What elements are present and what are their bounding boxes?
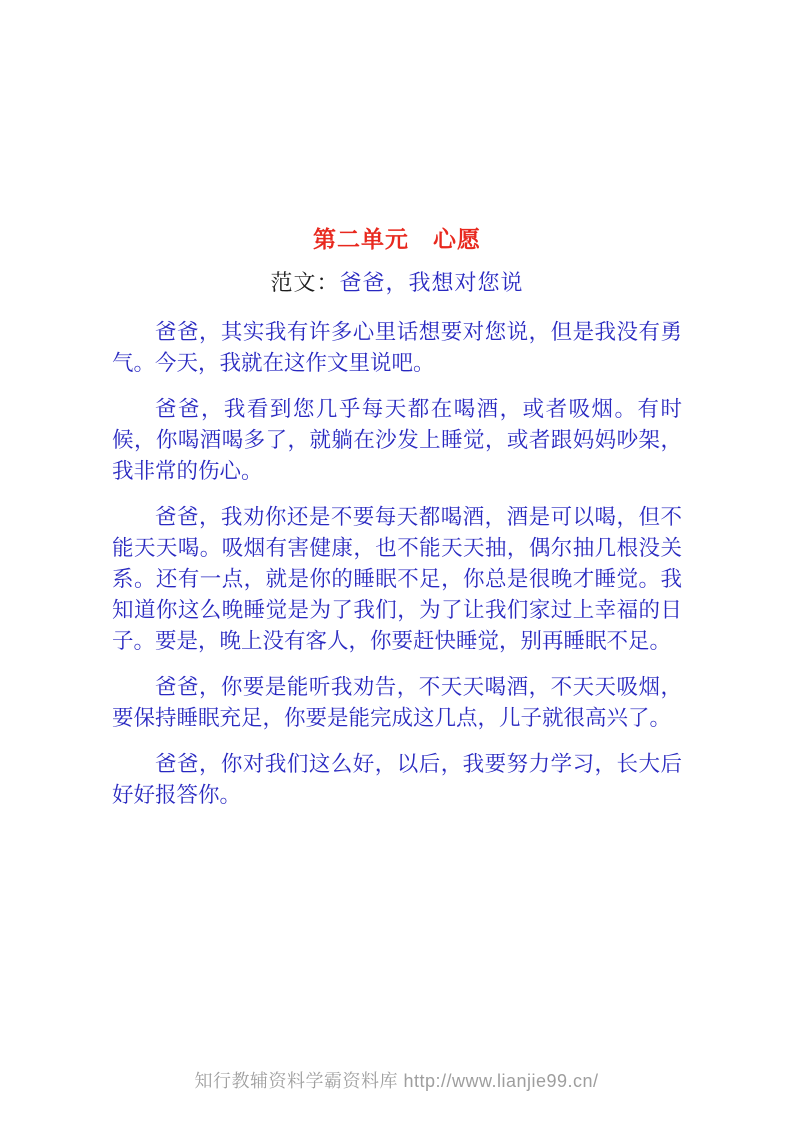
essay-title: 爸爸，我想对您说 xyxy=(339,270,524,295)
subtitle-label: 范文： xyxy=(270,270,340,295)
essay-paragraph-1: 爸爸，其实我有许多心里话想要对您说，但是我没有勇气。今天，我就在这作文里说吧。 xyxy=(112,320,682,375)
essay-subtitle xyxy=(112,270,682,296)
essay-paragraph-4: 爸爸，你要是能听我劝告，不天天喝酒，不天天吸烟，要保持睡眠充足，你要是能完成这几点，儿子就很高兴了。 xyxy=(112,675,682,730)
unit-title: 第二单元 心愿 xyxy=(313,226,481,252)
essay-paragraph-5: 爸爸，你对我们这么好，以后，我要努力学习，长大后好好报答你。 xyxy=(112,752,682,807)
essay-paragraph-2: 爸爸，我看到您几乎每天都在喝酒，或者吸烟。有时候，你喝酒喝多了，就躺在沙发上睡觉，或者跟妈妈吵架，我非常的伤心。 xyxy=(112,397,682,483)
watermark-footer: 知行教辅资料学霸资料库 http://www.lianjie99.cn/ xyxy=(194,1071,599,1091)
essay-paragraph-3: 爸爸，我劝你还是不要每天都喝酒，酒是可以喝，但不能天天喝。吸烟有害健康，也不能天天抽，偶尔抽几根没关系。还有一点，就是你的睡眠不足，你总是很晚才睡觉。我知道你这么晚睡觉是为了我们，为了让我们家过上幸福的日子。要是，晚上没有客人，你要赶快睡觉，别再睡眠不足。 xyxy=(112,505,682,653)
